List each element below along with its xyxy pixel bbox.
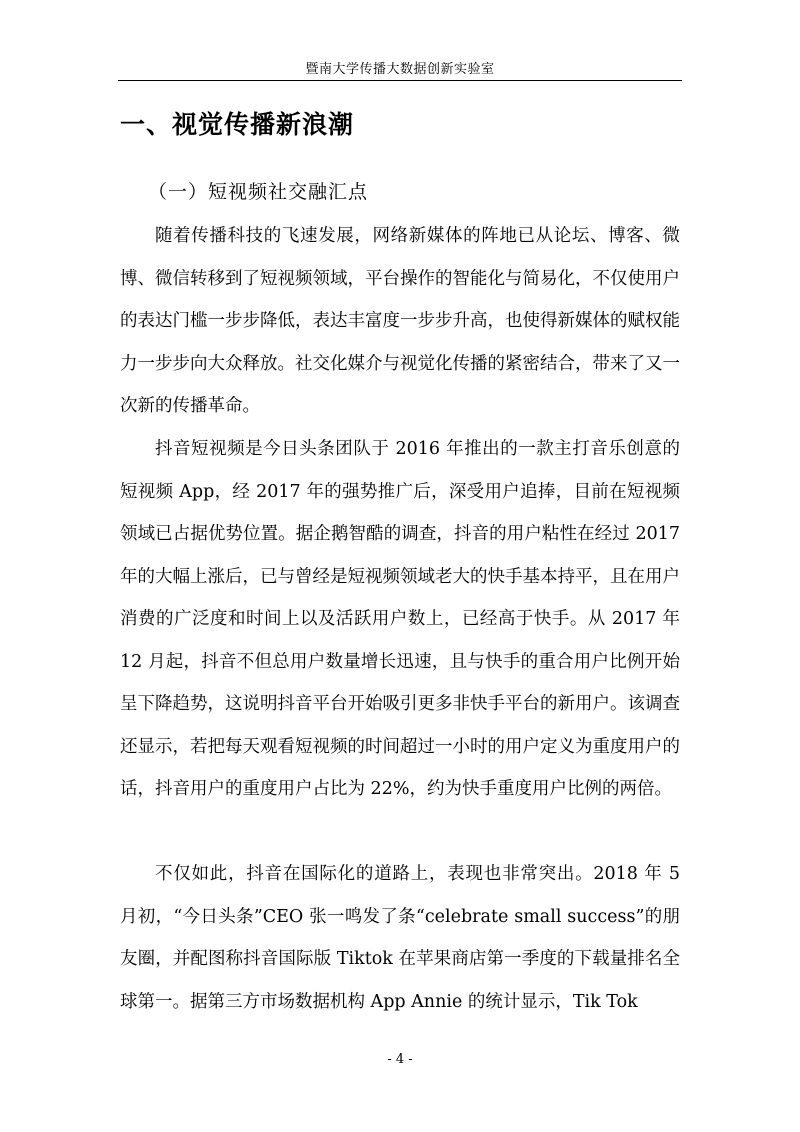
page-header-title: 暨南大学传播大数据创新实验室 xyxy=(305,62,495,77)
body-paragraph-1 xyxy=(120,215,680,428)
subsection-heading: （一）短视频社交融汇点 xyxy=(148,181,369,203)
paragraph-text: 不仅如此，抖音在国际化的道路上，表现也非常突出。2018 年 5 月初，“今日头条”CEO 张一鸣发了条“celebrate small success”的朋友圈，并配图称抖音国际版 Tiktok 在苹果商店第一季度的下载量排名全球第一。据第三方市场数据机构 App Annie 的统计显示，Tik Tok xyxy=(120,864,680,1012)
section-heading: 一、视觉传播新浪潮 xyxy=(120,110,355,139)
header-divider xyxy=(118,80,682,81)
paragraph-text: 抖音短视频是今日头条团队于 2016 年推出的一款主打音乐创意的短视频 App，经 2017 年的强势推广后，深受用户追捧，目前在短视频领域已占据优势位置。据企鹅智酷的调查，抖音的用户粘性在经过 2017 年的大幅上涨后，已与曾经是短视频领域老大的快手基本持平，且在用户消费的广泛度和时间上以及活跃用户数上，已经高于快手。从 2017 年 12 月起，抖音不但总用户数量增长迅速，且与快手的重合用户比例开始呈下降趋势，这说明抖音平台开始吸引更多非快手平台的新用户。该调查还显示，若把每天观看短视频的时间超过一小时的用户定义为重度用户的话，抖音用户的重度用户占比为 22%，约为快手重度用户比例的两倍。 xyxy=(120,439,680,799)
page-number: - 4 - xyxy=(387,1052,413,1067)
paragraph-text: 随着传播科技的飞速发展，网络新媒体的阵地已从论坛、博客、微博、微信转移到了短视频领域，平台操作的智能化与简易化，不仅使用户的表达门槛一步步降低，表达丰富度一步步升高，也使得新媒体的赋权能力一步步向大众释放。社交化媒介与视觉化传播的紧密结合，带来了又一次新的传播革命。 xyxy=(120,226,680,416)
body-paragraph-2 xyxy=(120,428,680,811)
body-paragraph-3 xyxy=(120,853,680,1023)
